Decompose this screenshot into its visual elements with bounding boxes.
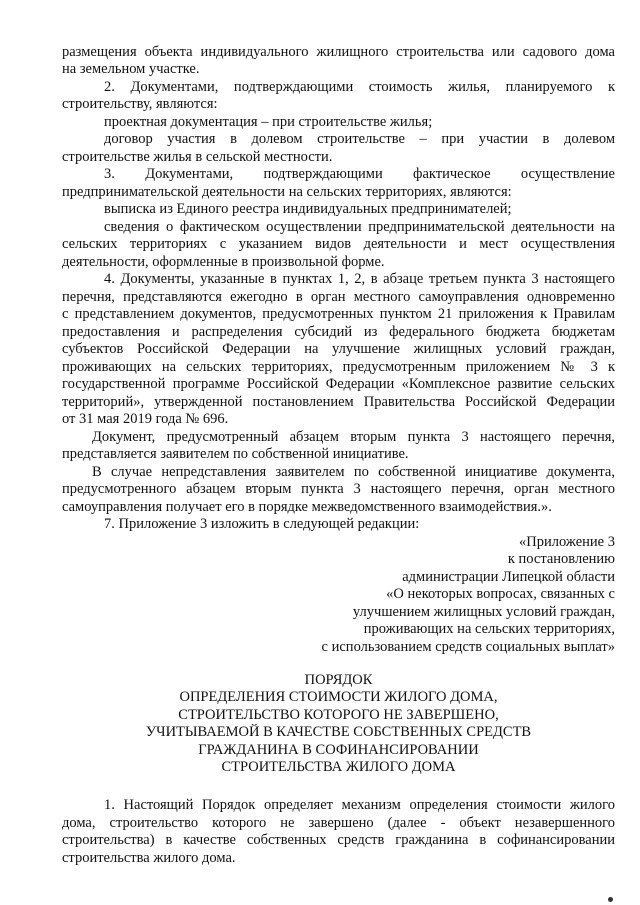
paragraph-line: представляется заявителем по собственной инициативе. (62, 446, 409, 462)
document-title-line: СТРОИТЕЛЬСТВА ЖИЛОГО ДОМА (221, 759, 456, 775)
paragraph-line: сельских территориях с указанием видов деятельности и мест осуществления (62, 236, 615, 252)
paragraph-line: предоставления и распределения субсидий из федерального бюджета бюджетам (62, 324, 615, 340)
paragraph-line: с представлением документов, предусмотренных пунктом 21 приложения к Правилам (62, 306, 615, 322)
paragraph-line: от 31 мая 2019 года № 696. (62, 411, 229, 427)
paragraph-line: строительстве жилья в сельской местности. (62, 149, 333, 165)
paragraph-line: субъектов Российской Федерации на улучшение жилищных условий граждан, (62, 341, 615, 357)
document-title-line: УЧИТЫВАЕМОЙ В КАЧЕСТВЕ СОБСТВЕННЫХ СРЕДСТВ (145, 724, 532, 740)
paragraph-line: 4. Документы, указанные в пунктах 1, 2, в абзаце третьем пункта 3 настоящего (104, 271, 615, 287)
scan-mark (608, 897, 613, 902)
document-title-line: ОПРЕДЕЛЕНИЯ СТОИМОСТИ ЖИЛОГО ДОМА, (179, 689, 498, 705)
paragraph-line: 2. Документами, подтверждающими стоимость жилья, планируемого к (104, 79, 615, 95)
paragraph-line: на земельном участке. (62, 61, 200, 77)
paragraph-line: строительства) в качестве собственных средств гражданина в софинансировании (62, 832, 615, 848)
paragraph-line: предусмотренного абзацем вторым пункта 3 настоящего перечня, орган местного (62, 481, 615, 497)
paragraph-line: проектная документация – при строительстве жилья; (104, 114, 433, 130)
paragraph-line: договор участия в долевом строительстве – при участии в долевом (104, 131, 615, 147)
paragraph-line: выписка из Единого реестра индивидуальных предпринимателей; (104, 201, 512, 217)
appendix-header-line: с использованием средств социальных выплат» (321, 639, 615, 655)
paragraph-line: самоуправления получает его в порядке межведомственного взаимодействия.». (62, 499, 552, 515)
appendix-header-line: «Приложение 3 (519, 534, 615, 550)
document-title-line: ГРАЖДАНИНА В СОФИНАНСИРОВАНИИ (198, 742, 479, 758)
document-title-line: ПОРЯДОК (304, 672, 373, 688)
appendix-header-line: к постановлению (507, 551, 615, 567)
paragraph-line: строительства жилого дома. (62, 850, 236, 866)
appendix-header-line: проживающих на сельских территориях, (363, 621, 615, 637)
paragraph-line: государственной программе Российской Федерации «Комплексное развитие сельских (62, 376, 615, 392)
appendix-header-line: «О некоторых вопросах, связанных с (386, 586, 615, 602)
paragraph-line: сведения о фактическом осуществлении предпринимательской деятельности на (104, 219, 615, 235)
paragraph-line: проживающих на сельских территориях, предусмотренным приложением № 3 к (62, 359, 615, 375)
appendix-header-line: улучшением жилищных условий граждан, (352, 604, 615, 620)
appendix-header-line: администрации Липецкой области (402, 569, 615, 585)
paragraph-line: Документ, предусмотренный абзацем вторым пункта 3 настоящего перечня, (92, 429, 615, 445)
paragraph-line: дома, строительство которого не завершено (далее - объект незавершенного (62, 815, 615, 831)
paragraph-line: 3. Документами, подтверждающими фактическое осуществление (104, 166, 615, 182)
paragraph-line: 7. Приложение 3 изложить в следующей редакции: (104, 516, 420, 532)
document-title-line: СТРОИТЕЛЬСТВО КОТОРОГО НЕ ЗАВЕРШЕНО, (178, 707, 499, 723)
paragraph-line: размещения объекта индивидуального жилищного строительства или садового дома (62, 44, 615, 60)
paragraph-line: деятельности, оформленные в произвольной форме. (62, 254, 385, 270)
paragraph-line: В случае непредставления заявителем по собственной инициативе документа, (92, 464, 615, 480)
paragraph-line: предпринимательской деятельности на сельских территориях, являются: (62, 184, 512, 200)
paragraph-line: территорий», утвержденной постановлением Правительства Российской Федерации (62, 394, 615, 410)
paragraph-line: 1. Настоящий Порядок определяет механизм определения стоимости жилого (104, 797, 615, 813)
paragraph-line: строительству, являются: (62, 96, 218, 112)
paragraph-line: перечня, представляются ежегодно в орган местного самоуправления одновременно (62, 289, 615, 305)
